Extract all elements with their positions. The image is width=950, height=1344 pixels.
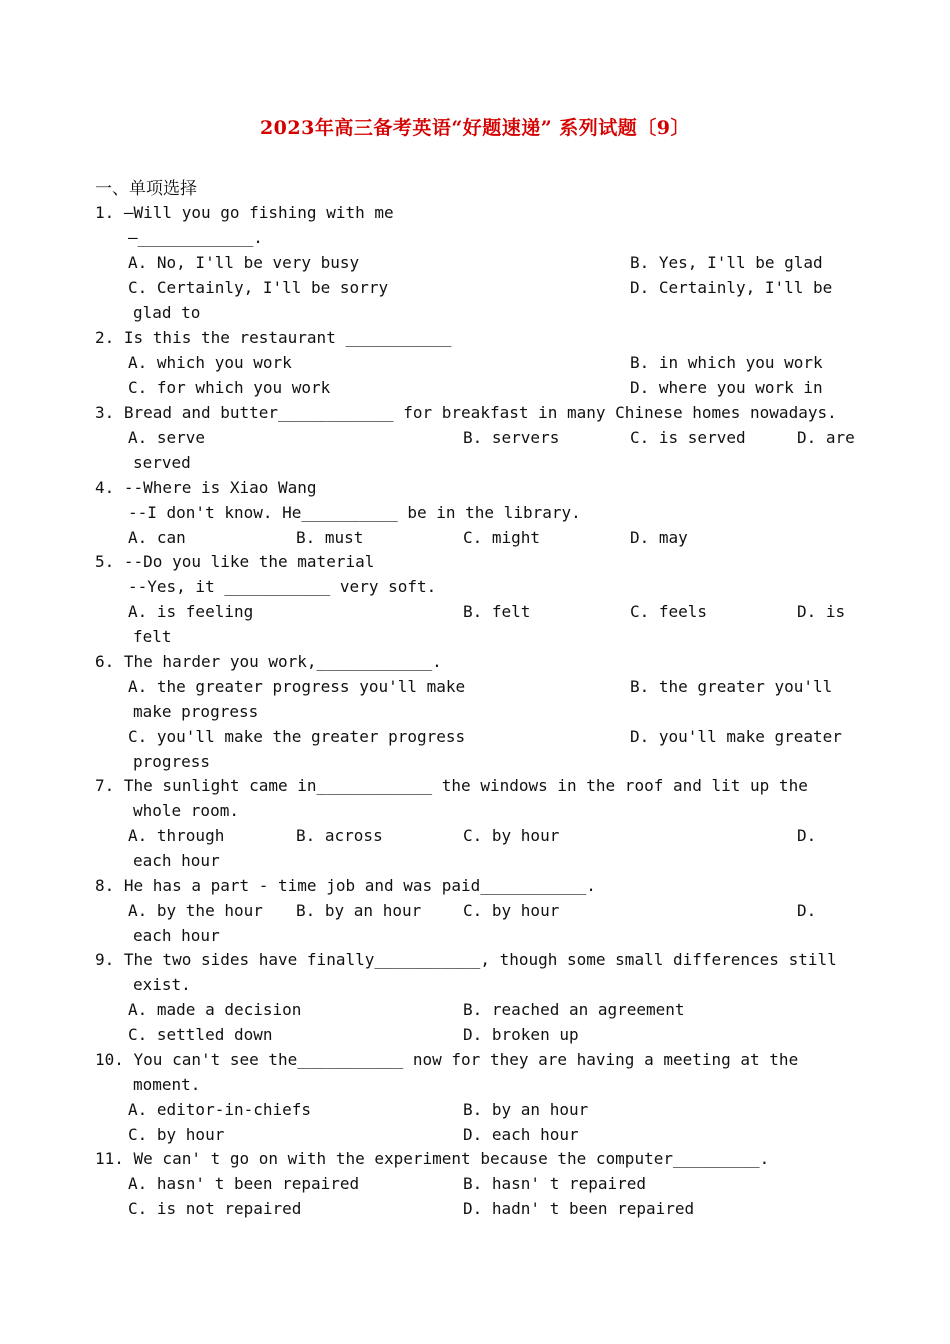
question-3-option-b: B. servers <box>463 428 560 447</box>
question-6-option-b: B. the greater you'll <box>630 677 833 696</box>
question-6-option-b-cont: make progress <box>133 702 259 721</box>
question-11-option-d: D. hadn' t been repaired <box>463 1199 695 1218</box>
question-7-option-d: D. <box>797 826 817 845</box>
question-11-stem: 11. We can' t go on with the experiment because the computer_________. <box>95 1149 770 1168</box>
question-10-stem-cont: moment. <box>133 1075 201 1094</box>
question-2-option-d: D. where you work in <box>630 378 823 397</box>
question-6-option-c: C. you'll make the greater progress <box>128 727 466 746</box>
question-1-option-d-cont: glad to <box>133 303 201 322</box>
question-2-option-c: C. for which you work <box>128 378 331 397</box>
question-4-option-c: C. might <box>463 528 541 547</box>
page-title: 2023年高三备考英语“好题速递” 系列试题〔9〕 <box>259 117 691 139</box>
section-heading: 一、单项选择 <box>95 179 197 199</box>
question-7-option-d-cont: each hour <box>133 851 220 870</box>
question-6-stem: 6. The harder you work,____________. <box>95 652 442 671</box>
question-7-stem-cont: whole room. <box>133 801 239 820</box>
question-1-option-c: C. Certainly, I'll be sorry <box>128 278 389 297</box>
question-1-option-b: B. Yes, I'll be glad <box>630 253 823 272</box>
question-9-option-b: B. reached an agreement <box>463 1000 685 1019</box>
question-5-option-d-cont: felt <box>133 627 172 646</box>
question-1-stem: 1. —Will you go fishing with me <box>95 203 394 222</box>
question-8-option-d: D. <box>797 901 817 920</box>
question-5-stem-cont: --Yes, it ___________ very soft. <box>128 577 437 596</box>
question-1-option-a: A. No, I'll be very busy <box>128 253 360 272</box>
question-9-stem-cont: exist. <box>133 975 191 994</box>
question-2-stem: 2. Is this the restaurant ___________ <box>95 328 452 347</box>
question-4-option-b: B. must <box>296 528 364 547</box>
question-8-option-a: A. by the hour <box>128 901 263 920</box>
question-11-option-b: B. hasn' t repaired <box>463 1174 647 1193</box>
question-10-stem: 10. You can't see the___________ now for they are having a meeting at the <box>95 1050 799 1069</box>
question-3-option-d-cont: served <box>133 453 191 472</box>
question-1-stem-cont: —____________. <box>128 228 263 247</box>
question-2-option-a: A. which you work <box>128 353 292 372</box>
question-9-option-a: A. made a decision <box>128 1000 302 1019</box>
question-8-option-c: C. by hour <box>463 901 560 920</box>
question-7-option-a: A. through <box>128 826 225 845</box>
question-4-option-d: D. may <box>630 528 688 547</box>
question-10-option-b: B. by an hour <box>463 1100 589 1119</box>
question-3-option-a: A. serve <box>128 428 206 447</box>
question-4-stem-cont: --I don't know. He__________ be in the library. <box>128 503 581 522</box>
question-8-stem: 8. He has a part - time job and was paid___________. <box>95 876 596 895</box>
question-9-option-d: D. broken up <box>463 1025 579 1044</box>
question-10-option-a: A. editor-in-chiefs <box>128 1100 312 1119</box>
question-5-option-c: C. feels <box>630 602 708 621</box>
question-5-option-a: A. is feeling <box>128 602 254 621</box>
question-8-option-b: B. by an hour <box>296 901 422 920</box>
question-7-option-b: B. across <box>296 826 383 845</box>
question-3-option-d: D. are <box>797 428 855 447</box>
question-10-option-c: C. by hour <box>128 1125 225 1144</box>
question-10-option-d: D. each hour <box>463 1125 579 1144</box>
question-5-option-b: B. felt <box>463 602 531 621</box>
question-8-option-d-cont: each hour <box>133 926 220 945</box>
question-3-option-c: C. is served <box>630 428 746 447</box>
question-6-option-d-cont: progress <box>133 752 211 771</box>
question-2-option-b: B. in which you work <box>630 353 823 372</box>
question-11-option-a: A. hasn' t been repaired <box>128 1174 360 1193</box>
question-9-stem: 9. The two sides have finally___________, though some small differences still <box>95 950 837 969</box>
question-4-option-a: A. can <box>128 528 186 547</box>
question-3-stem: 3. Bread and butter____________ for breakfast in many Chinese homes nowadays. <box>95 403 837 422</box>
question-7-stem: 7. The sunlight came in____________ the windows in the roof and lit up the <box>95 776 808 795</box>
question-7-option-c: C. by hour <box>463 826 560 845</box>
question-5-option-d: D. is <box>797 602 846 621</box>
question-11-option-c: C. is not repaired <box>128 1199 302 1218</box>
question-6-option-a: A. the greater progress you'll make <box>128 677 466 696</box>
question-9-option-c: C. settled down <box>128 1025 273 1044</box>
question-1-option-d: D. Certainly, I'll be <box>630 278 833 297</box>
question-4-stem: 4. --Where is Xiao Wang <box>95 478 317 497</box>
question-6-option-d: D. you'll make greater <box>630 727 842 746</box>
question-5-stem: 5. --Do you like the material <box>95 552 375 571</box>
